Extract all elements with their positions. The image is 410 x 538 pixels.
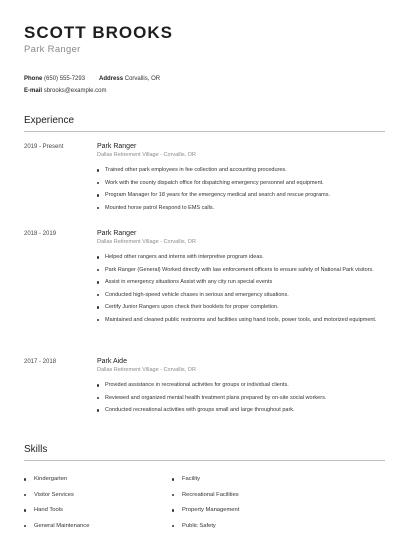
skill-item: Public Safety bbox=[172, 523, 322, 530]
contact-line-1 bbox=[24, 75, 160, 83]
job-bullet: Assist in emergency situations Assist with any city run special events bbox=[97, 279, 387, 286]
job-bullet: Mounted horse patrol Respond to EMS calls. bbox=[97, 205, 387, 212]
job-dates: 2019 - Present bbox=[24, 144, 64, 150]
job-bullet: Trained other park employees in fee collection and accounting procedures. bbox=[97, 167, 387, 174]
candidate-role: Park Ranger bbox=[24, 44, 81, 55]
job-bullets bbox=[97, 382, 387, 420]
phone-label: Phone bbox=[24, 76, 43, 82]
job-title: Park Ranger bbox=[97, 143, 137, 150]
job-organization: Dallas Retirement Village - Corvallis, OR bbox=[97, 367, 196, 373]
job-bullet: Conducted high-speed vehicle chases in serious and emergency situations. bbox=[97, 292, 387, 299]
job-organization: Dallas Retirement Village - Corvallis, OR bbox=[97, 239, 196, 245]
skill-item: Kindergarten bbox=[24, 476, 174, 483]
address-label: Address bbox=[99, 76, 124, 82]
skill-item: General Maintenance bbox=[24, 523, 174, 530]
skills-divider bbox=[24, 460, 385, 461]
skills-list-left bbox=[24, 476, 174, 538]
job-bullets bbox=[97, 167, 387, 217]
skill-item: Facility bbox=[172, 476, 322, 483]
job-bullet: Maintained and cleaned public restrooms and facilities using hand tools, power tools, and motorized equipment. bbox=[97, 317, 387, 324]
job-bullet: Program Manager for 18 years for the emergency medical and search and rescue programs. bbox=[97, 192, 387, 199]
skills-list-right bbox=[172, 476, 322, 538]
job-bullet: Provided assistance in recreational activities for groups or individual clients. bbox=[97, 382, 387, 389]
skills-heading: Skills bbox=[24, 444, 48, 455]
job-bullet: Conducted recreational activities with groups small and large throughout park. bbox=[97, 407, 387, 414]
skill-item: Hand Tools bbox=[24, 507, 174, 514]
skill-item: Recreational Facilities bbox=[172, 492, 322, 499]
job-bullets bbox=[97, 254, 387, 329]
job-dates: 2018 - 2019 bbox=[24, 231, 57, 237]
experience-heading: Experience bbox=[24, 115, 75, 126]
job-bullet: Park Ranger (General) Worked directly with law enforcement officers to ensure safety of National Park visitors. bbox=[97, 267, 387, 274]
job-title: Park Aide bbox=[97, 358, 127, 365]
job-organization: Dallas Retirement Village - Corvallis, OR bbox=[97, 152, 196, 158]
email-value[interactable]: sbrooks@example.com bbox=[43, 88, 107, 94]
phone-value: (650) 555-7293 bbox=[44, 76, 86, 82]
candidate-name: SCOTT BROOKS bbox=[24, 23, 173, 42]
address-value: Corvallis, OR bbox=[124, 76, 161, 82]
job-bullet: Certify Junior Rangers upon check their booklets for proper completion. bbox=[97, 304, 387, 311]
job-title: Park Ranger bbox=[97, 230, 137, 237]
skill-item: Visitor Services bbox=[24, 492, 174, 499]
experience-divider bbox=[24, 131, 385, 132]
job-bullet: Reviewed and organized mental health treatment plans prepared by on-site social workers. bbox=[97, 395, 387, 402]
email-label: E-mail bbox=[24, 88, 43, 94]
skill-item: Property Management bbox=[172, 507, 322, 514]
job-dates: 2017 - 2018 bbox=[24, 359, 57, 365]
job-bullet: Work with the county dispatch office for dispatching emergency personnel and equipment. bbox=[97, 180, 387, 187]
job-bullet: Helped other rangers and interns with interpretive program ideas. bbox=[97, 254, 387, 261]
contact-line-2 bbox=[24, 87, 106, 95]
